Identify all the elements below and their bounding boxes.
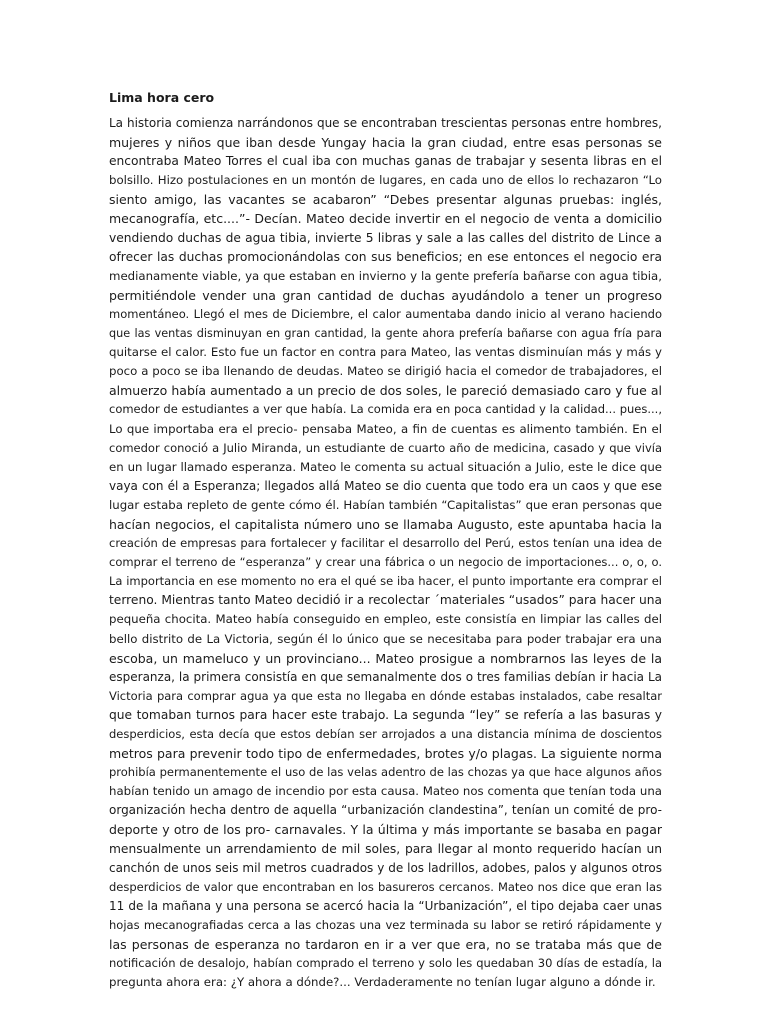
text-line: vendiendo duchas de agua tibia, invierte 5 libras y sale a las calles del distrito de Lince a xyxy=(109,230,662,245)
text-line: ofrecer las duchas promocionándolas con sus beneficios; en ese entonces el negocio era xyxy=(109,249,662,264)
text-line: vaya con él a Esperanza; llegados allá Mateo se dio cuenta que todo era un caos y que ese xyxy=(109,478,662,493)
text-line: siento amigo, las vacantes se acabaron” “Debes presentar algunas pruebas: inglés, xyxy=(109,192,662,208)
text-line: comedor conoció a Julio Miranda, un estudiante de cuarto año de medicina, casado y que vivía xyxy=(109,440,662,455)
text-line: esperanza, la primera consistía en que semanalmente dos o tres familias debían ir hacia La xyxy=(109,669,662,684)
text-line: que las ventas disminuyan en gran cantidad, la gente ahora prefería bañarse con agua fría para xyxy=(109,327,662,341)
text-line: permitiéndole vender una gran cantidad de duchas ayudándolo a tener un progreso xyxy=(109,287,662,303)
document-body xyxy=(109,114,662,992)
text-line: metros para prevenir todo tipo de enfermedades, brotes y/o plagas. La siguiente norma xyxy=(109,746,662,762)
text-line: en un lugar llamado esperanza. Mateo le comenta su actual situación a Julio, este le dice que xyxy=(109,459,662,474)
text-line: comprar el terreno de “esperanza” y crear una fábrica o un negocio de importaciones... o, o, o. xyxy=(109,555,662,570)
text-line: pregunta ahora era: ¿Y ahora a dónde?... Verdaderamente no tenían lugar alguno a dónde ir. xyxy=(109,975,656,990)
text-line: encontraba Mateo Torres el cual iba con muchas ganas de trabajar y sesenta libras en el xyxy=(109,154,662,169)
text-line: que tomaban turnos para hacer este trabajo. La segunda “ley” se refería a las basuras y xyxy=(109,707,662,722)
text-line: prohibía permanentemente el uso de las velas adentro de las chozas ya que hace algunos años xyxy=(109,765,662,780)
text-line: creación de empresas para fortalecer y facilitar el desarrollo del Perú, estos tenían una idea de xyxy=(109,536,662,551)
text-line: medianamente viable, ya que estaban en invierno y la gente prefería bañarse con agua tibia, xyxy=(109,268,662,283)
text-line: lugar estaba repleto de gente cómo él. Habían también “Capitalistas” que eran personas que xyxy=(109,497,662,512)
document-title: Lima hora cero xyxy=(109,90,215,105)
text-line: las personas de esperanza no tardaron en ir a ver que era, no se trataba más que de xyxy=(109,937,662,953)
text-line: momentáneo. Llegó el mes de Diciembre, el calor aumentaba dando inicio al verano haciendo xyxy=(109,306,662,321)
text-line: almuerzo había aumentado a un precio de dos soles, le pareció demasiado caro y fue al xyxy=(109,383,662,399)
text-line: Victoria para comprar agua ya que esta no llegaba en dónde estabas instalados, cabe resaltar xyxy=(109,688,662,703)
text-line: desperdicios, esta decía que estos debían ser arrojados a una distancia mínima de doscientos xyxy=(109,727,662,741)
text-line: canchón de unos seis mil metros cuadrados y de los ladrillos, adobes, palos y algunos otros xyxy=(109,860,662,875)
text-line: habían tenido un amago de incendio por esta causa. Mateo nos comenta que tenían toda una xyxy=(109,784,662,799)
text-line: 11 de la mañana y una persona se acercó hacia la “Urbanización”, el tipo dejaba caer unas xyxy=(109,898,662,913)
text-line: bello distrito de La Victoria, según él lo único que se necesitaba para poder trabajar era una xyxy=(109,631,662,646)
text-line: poco a poco se iba llenando de deudas. Mateo se dirigió hacia el comedor de trabajadores, el xyxy=(109,364,662,379)
text-line: notificación de desalojo, habían comprado el terreno y solo les quedaban 30 días de estadía, la xyxy=(109,956,662,971)
text-line: pequeña chocita. Mateo había conseguido en empleo, este consistía en limpiar las calles del xyxy=(109,612,662,627)
text-line: quitarse el calor. Esto fue un factor en contra para Mateo, las ventas disminuían más y más y xyxy=(109,345,662,360)
text-line: comedor de estudiantes a ver que había. La comida era en poca cantidad y la calidad... pues..., xyxy=(109,402,662,417)
text-line: mensualmente un arrendamiento de mil soles, para llegar al monto requerido hacían un xyxy=(109,841,662,856)
text-line: terreno. Mientras tanto Mateo decidió ir a recolectar ´materiales “usados” para hacer una xyxy=(109,593,662,608)
text-line: bolsillo. Hizo postulaciones en un montón de lugares, en cada uno de ellos lo rechazaron “Lo xyxy=(109,173,662,188)
text-line: La importancia en ese momento no era el qué se iba hacer, el punto importante era comprar el xyxy=(109,574,662,589)
text-line: Lo que importaba era el precio- pensaba Mateo, a fin de cuentas es alimento también. En el xyxy=(109,421,662,436)
text-line: La historia comienza narrándonos que se encontraban trescientas personas entre hombres, xyxy=(109,116,662,130)
text-line: organización hecha dentro de aquella “urbanización clandestina”, tenían un comité de pro- xyxy=(109,803,662,818)
text-line: hacían negocios, el capitalista número uno se llamaba Augusto, este apuntaba hacia la xyxy=(109,516,662,532)
text-line: hojas mecanografiadas cerca a las chozas una vez terminada su labor se retiró rápidamente y xyxy=(109,917,662,932)
text-line: mecanografía, etc....”- Decían. Mateo decide invertir en el negocio de venta a domicilio xyxy=(109,211,662,227)
text-line: escoba, un mameluco y un provinciano... Mateo prosigue a nombrarnos las leyes de la xyxy=(109,650,662,666)
text-line: deporte y otro de los pro- carnavales. Y la última y más importante se basaba en pagar xyxy=(109,822,662,838)
text-line: desperdicios de valor que encontraban en los basureros cercanos. Mateo nos dice que eran las xyxy=(109,879,662,894)
text-line: mujeres y niños que iban desde Yungay hacia la gran ciudad, entre esas personas se xyxy=(109,135,662,151)
